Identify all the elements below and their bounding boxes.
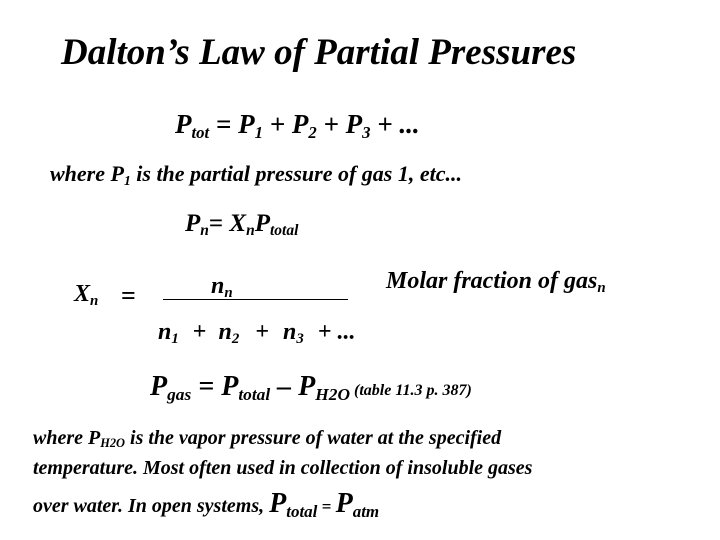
eq-term-2-sub: 2 (308, 122, 317, 142)
label-text: Molar fraction of gas (386, 268, 598, 294)
where-sub: 1 (123, 172, 131, 188)
den-tail: + ... (317, 319, 356, 345)
den-n3: n (282, 319, 297, 345)
xn-sub: n (90, 293, 99, 310)
total-pressure-equation (175, 109, 420, 142)
eq-equals: = (209, 109, 239, 139)
pn-x-sub: n (246, 222, 255, 240)
mole-fraction-lhs (74, 281, 99, 310)
pn-p-sub: n (200, 222, 209, 240)
den-n2-sub: 2 (231, 331, 240, 348)
fraction-numerator (211, 273, 233, 302)
pgas-p2: P (221, 371, 239, 402)
den-n3-sub: 3 (296, 331, 304, 348)
eq-plus-1: + (262, 109, 292, 139)
note1-post: is the vapor pressure of water at the specified (125, 427, 502, 449)
pn-p2: P (254, 210, 270, 237)
mole-fraction-equals: = (121, 281, 136, 310)
eq-plus-2: + (316, 109, 346, 139)
note3-p2-sub: atm (352, 501, 380, 521)
fraction-bar (163, 299, 348, 300)
pn-eq: = (208, 210, 230, 237)
mole-fraction-pressure-equation (185, 210, 299, 240)
pn-p: P (185, 210, 201, 237)
num-n: n (211, 273, 225, 299)
note3-pre: over water. In open systems, (33, 495, 270, 517)
eq-lhs: P (175, 109, 192, 139)
pn-x: X (229, 210, 247, 237)
pn-p2-sub: total (270, 222, 299, 240)
pgas-eq: = (191, 371, 222, 402)
eq-term-3-sub: 3 (362, 122, 371, 142)
pgas-p-sub: gas (167, 384, 192, 404)
eq-term-1: P (238, 109, 255, 139)
pgas-p2-sub: total (238, 384, 271, 404)
note1-pre: where P (33, 427, 101, 449)
pgas-reference: (table 11.3 p. 387) (350, 382, 472, 399)
note3-p2: P (335, 488, 353, 519)
note3-p: P (269, 488, 287, 519)
note3-p-sub: total (286, 501, 318, 521)
xn-x: X (74, 281, 91, 307)
note-line-2: temperature. Most often used in collection of insoluble gases (33, 457, 533, 479)
note-line-3 (33, 488, 380, 521)
den-plus-1: + (192, 319, 207, 345)
gas-pressure-equation (150, 371, 472, 404)
note3-eq: = (317, 497, 336, 516)
mole-fraction-label (386, 268, 606, 297)
eq-term-3: P (345, 109, 363, 139)
note1-sub: H2O (100, 436, 126, 451)
eq-term-2: P (291, 109, 309, 139)
where-pre: where P (50, 161, 124, 186)
pgas-p: P (150, 371, 168, 402)
pgas-minus: – (270, 371, 299, 402)
label-sub: n (597, 280, 606, 297)
den-n1-sub: 1 (171, 331, 179, 348)
eq-term-1-sub: 1 (254, 122, 263, 142)
pgas-p3: P (298, 371, 316, 402)
eq-tail: + ... (370, 109, 420, 139)
partial-pressure-definition (50, 161, 462, 188)
fraction-denominator (158, 319, 356, 348)
den-plus-2: + (255, 319, 269, 345)
pgas-p3-sub: H2O (315, 384, 350, 404)
note-line-1 (33, 427, 502, 451)
where-post: is the partial pressure of gas 1, etc... (130, 161, 462, 186)
num-sub: n (224, 285, 233, 302)
eq-lhs-sub: tot (191, 122, 210, 142)
slide-title: Dalton’s Law of Partial Pressures (61, 32, 577, 73)
den-n2: n (218, 319, 232, 345)
den-n1: n (158, 319, 172, 345)
